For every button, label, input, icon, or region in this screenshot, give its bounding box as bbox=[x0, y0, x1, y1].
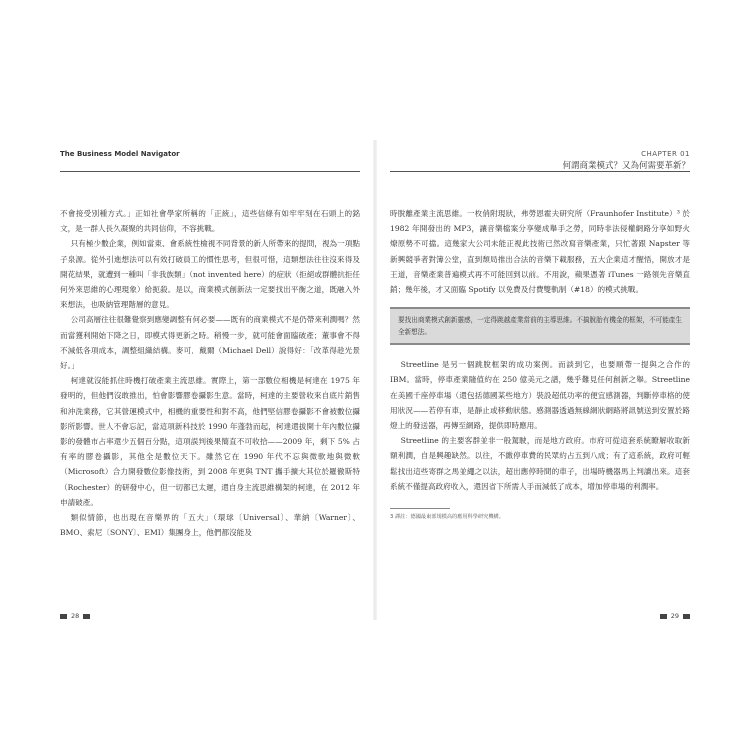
paragraph: 時脫離產業主流思維。一枚俏附現狀，弗勞恩霍夫研究所（Fraunhofer Institute）³ 於 1982 年開發出的 MP3，讓音樂檔案分享變成舉手之勞，同時非法侵權網路分享如野火燎原勢不可擋。這幾家大公司未能正視此技術已然改寫音樂產業，只忙著跟 Napster 等新興競爭者對簿公堂，直到頹局推出合法的音樂下載服務，五大企業這才醒悟，開放才是王道，音樂產業普遍模式再不可能回到以前。不用說，蘋果憑著 iTunes 一路領先音樂直銷；幾年後，才又面臨 Spotify 以免費及付費雙軌制（#18）的模式挑戰。 bbox=[390, 209, 690, 295]
footnote: 3 譯註：德國最東部規模高的應用科學研究機構。 bbox=[390, 514, 504, 521]
paragraph: 只有極少數企業，例如當東、會系統性檢視不同背景的新人所帶來的提問，視為一項點子泉源。從外引進想法可以有效打破員工的慣性思考，但很可惜，這類想法往往沒來得及開花結果，就遭到一種叫「非我族類」（not invented here）的症狀（拒絕或群體抗拒任何外來思維的心理現象）給扼殺。是以，商業模式創新法一定要找出平衡之道，既融入外來想法，也吸納管理階層的意見。 bbox=[60, 239, 360, 310]
header-rule bbox=[390, 171, 690, 172]
page-number-right bbox=[660, 612, 690, 620]
page-number: 29 bbox=[670, 612, 679, 620]
folio-mark-icon bbox=[683, 614, 690, 619]
page-number-left bbox=[60, 612, 90, 620]
right-page-body bbox=[390, 206, 690, 521]
folio-mark-icon bbox=[83, 614, 90, 619]
page-number: 28 bbox=[71, 612, 80, 620]
left-page-body bbox=[60, 206, 360, 540]
running-header-chapter bbox=[562, 150, 690, 171]
running-header-title: The Business Model Navigator bbox=[60, 150, 180, 158]
folio-mark-icon bbox=[60, 614, 67, 619]
footnote-rule bbox=[390, 508, 450, 509]
header-rule bbox=[60, 171, 360, 172]
paragraph: Streetline 是另一個跳脫框架的成功案例。而談到它，也要順帶一提與之合作的 IBM。當時，停車產業隨值約在 250 億美元之譜，幾乎難見任何創新之舉。Streetline 在美國千座停車場（還包括德國某些地方）裝設超低功率的便宜感測器，判斷停車格的使用狀況——若停有車，是靜止或移動狀態。感測器透過無線網狀網路將訊號送到安置於路燈上的發送器，再傳至網路，提供即時應用。 bbox=[390, 360, 690, 431]
callout-box: 要找出商業模式創新靈感，一定得跳越產業當前的主導思維。不搞脫胎有機金的框架，不可能產生全新想法。 bbox=[390, 307, 690, 345]
paragraph: 類似情節，也出現在音樂界的「五大」（環球〔Universal〕、華納〔Warner〕、BMO、索尼〔SONY〕、EMI）集團身上，他們都沒能及 bbox=[60, 513, 360, 538]
paragraph: 公司高層往往很難覺察到應變調整有何必要——既有的商業模式不是仍帶來利潤嗎？然而當獲利開始下降之日，即模式得更新之時。稍慢一步，就可能會面臨破產；董事會不得不減低各項成本，調整組織結構。麥可．戴爾（Michael Dell）說得好：「改革得趁光景好。」 bbox=[60, 315, 360, 371]
folio-mark-icon bbox=[660, 614, 667, 619]
paragraph: 不會接受別種方式。」正如社會學家所稱的「正統」，這些信條有如牢牢刻在石頭上的銘文，是一群人長久凝聚的共同信仰，不容挑戰。 bbox=[60, 209, 360, 234]
book-gutter bbox=[373, 140, 377, 620]
paragraph: 柯達就沒能抓住時機打破產業主流思維。實際上，第一部數位相機是柯達在 1975 年發明的，但他們沒敢推出，怕會影響膠卷攝影生意。當時，柯達的主要營收來自底片銷售和沖洗業務，它其營運模式中，相機的重要性和對不高，他們堅信膠卷攝影不會被數位攝影所影響。世人不會忘記，當這項新科技於 1990 年蓬勃而起，柯達還拔開十年內數位攝影的發體市占率還少五個百分點，這項誤判後果簡直不可收拾——2009 年，剩下 5% 占有率的膠卷攝影，其他全是數位天下。雖然它在 1990 年代不忘與微軟地與微軟（Microsoft）合力開發數位影像技術，到 2008 年更與 TNT 攜手擴大其位於羅徹斯特（Rochester）的研發中心，但一切都已太遲，還自身主流思維構架的柯達，在 2012 年申請破產。 bbox=[60, 376, 360, 507]
chapter-label: CHAPTER 01 bbox=[641, 150, 690, 158]
paragraph: Streetline 的主要客群並非一般駕駛，而是地方政府。市府可從這套系統瞭解收取新額利潤，自是興趣缺然。以往，不繳停車費的民眾約占五到八成；有了這系統，政府可輕鬆找出這些寄群之馬並繩之以法，超出應停時間的車子，出場時機器馬上判讀出來。這套系統不僅提高政府收入，還因省下所需人手而減低了成本，增加停車場的利潤率。 bbox=[390, 436, 690, 491]
chapter-title: 何謂商業模式？又為何需要革新？ bbox=[562, 161, 690, 171]
